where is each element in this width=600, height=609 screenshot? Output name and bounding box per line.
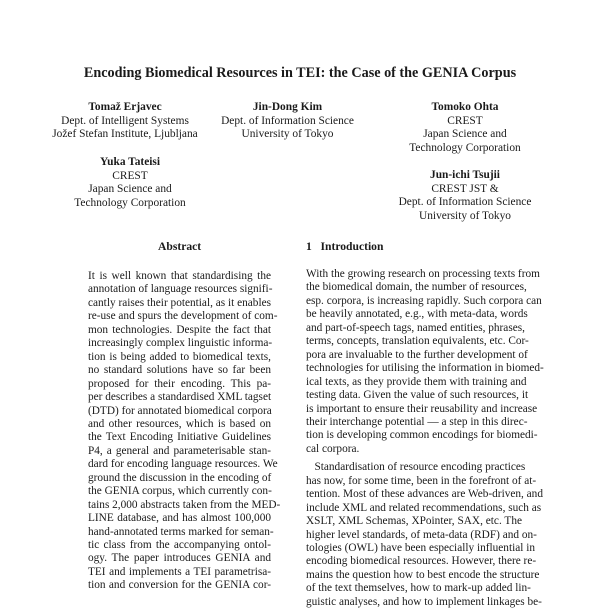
text-line: ogy. The paper introduces GENIA and	[88, 552, 271, 565]
text-line: the Text Encoding Initiative Guidelines	[88, 431, 271, 444]
author-name: Tomaž Erjavec	[88, 101, 162, 113]
text-line: technologies for utilising the information in biomed-	[306, 362, 544, 375]
author-affiliation: Dept. of Intelligent Systems	[61, 114, 189, 127]
text-line: the GENIA corpus, which currently con-	[88, 485, 272, 498]
author-name: Tomoko Ohta	[431, 101, 499, 113]
text-line: and part-of-speech tags, named entities, phrases,	[306, 321, 525, 334]
author-affiliation: Technology Corporation	[74, 196, 186, 209]
author-block	[30, 101, 220, 142]
text-line: XSLT, XML Schemas, XPointer, SAX, etc. The	[306, 515, 522, 528]
text-line: cantly raises their potential, as it enables	[88, 296, 271, 309]
author-affiliation: Jožef Stefan Institute, Ljubljana	[52, 128, 198, 141]
text-line: ground the discussion in the encoding of	[88, 471, 272, 484]
text-line: tologies (OWL) have been especially influential in	[306, 542, 535, 554]
text-line: testing data. Given the value of such resources, it	[306, 389, 529, 402]
text-line: the biomedical domain, the number of resources,	[306, 281, 527, 294]
text-line: cal corpora.	[306, 442, 360, 455]
text-line: has now, for some time, been in the forefront of at-	[306, 474, 537, 487]
text-line: ical texts, as they provide them with training and	[306, 375, 527, 388]
text-line: guistic analyses, and how to implement linkages be-	[306, 595, 542, 608]
author-affiliation: University of Tokyo	[241, 128, 334, 141]
author-affiliation: CREST	[112, 169, 148, 182]
text-line: TEI and implements a TEI parametrisa-	[88, 565, 271, 578]
text-line: esp. corpora, is increasing rapidly. Such corpora can	[306, 294, 542, 307]
author-name: Yuka Tateisi	[99, 156, 161, 168]
text-line: per describes a standardised XML tagset	[88, 391, 272, 404]
text-line: include XML and related recommendations, such as	[306, 501, 542, 514]
author-block	[375, 101, 555, 155]
text-line: their interchange potential — a step in this direc-	[306, 415, 528, 428]
text-line: tion is being added to biomedical texts,	[88, 350, 271, 363]
text-line: re-use and spurs the development of com-	[88, 310, 278, 323]
text-line: be heavily annotated, e.g., with meta-data, words	[306, 308, 528, 321]
text-line: With the growing research on processing texts from	[306, 268, 540, 280]
abstract-heading: Abstract	[158, 240, 202, 253]
text-line: tion and conversion for the GENIA cor-	[88, 579, 271, 592]
paper-title: Encoding Biomedical Resources in TEI: the Case of the GENIA Corpus	[83, 65, 517, 81]
text-line: terms, concepts, translation equivalents, etc. Cor-	[306, 335, 529, 348]
author-affiliation: Technology Corporation	[409, 141, 521, 154]
text-line: annotation of language resources signifi-	[88, 283, 273, 296]
text-line: encoding biomedical resources. However, there re-	[306, 555, 537, 568]
author-block	[60, 156, 200, 210]
author-affiliation: Japan Science and	[423, 128, 507, 141]
text-line: mains the question how to best encode the structure	[306, 568, 540, 581]
author-name: Jin-Dong Kim	[252, 101, 323, 113]
text-line: higher level standards, of meta-data (RDF) and on-	[306, 528, 537, 541]
text-line: mon technologies. Despite the fact that	[88, 323, 271, 336]
author-block	[375, 169, 555, 223]
text-line: tention. Most of these advances are Web-driven, and	[306, 488, 543, 501]
text-line: proposed for their encoding. This pa-	[88, 377, 271, 390]
author-name: Jun-ichi Tsujii	[430, 169, 500, 181]
author-block	[200, 101, 375, 142]
section-heading-introduction: 1 Introduction	[306, 240, 384, 253]
text-line: P4, a general and parameterisable stan-	[88, 444, 271, 457]
text-line: of the text themselves, how to mark-up added lin-	[306, 582, 531, 595]
text-line: hand-annotated terms marked for seman-	[88, 525, 274, 538]
text-line: tic class from the accompanying ontol-	[88, 539, 271, 551]
text-line: no standard solutions have so far been	[88, 364, 271, 377]
text-line: (DTD) for annotated biomedical corpora	[88, 404, 272, 417]
author-affiliation: CREST JST &	[431, 182, 499, 195]
text-line: It is well known that standardising the	[88, 270, 271, 282]
author-affiliation: Dept. of Information Science	[221, 114, 354, 127]
text-line: LINE database, and has almost 100,000	[88, 512, 271, 525]
text-line: is important to ensure their reusability and increase	[306, 402, 538, 415]
author-affiliation: University of Tokyo	[418, 209, 511, 222]
text-line: tains 2,000 abstracts taken from the MED-	[88, 498, 281, 511]
author-affiliation: Dept. of Information Science	[398, 196, 532, 209]
text-line: Standardisation of resource encoding practices	[306, 461, 526, 474]
author-affiliation: Japan Science and	[88, 183, 172, 196]
text-line: tion is developing common encodings for biomedi-	[306, 429, 538, 442]
author-affiliation: CREST	[447, 114, 483, 127]
text-line: increasingly complex linguistic informa-	[88, 337, 273, 350]
text-line: dard for encoding language resources. We	[88, 458, 278, 471]
text-line: and other resources, which is based on	[88, 417, 271, 430]
text-line: pora are invaluable to the further development of	[306, 348, 528, 361]
